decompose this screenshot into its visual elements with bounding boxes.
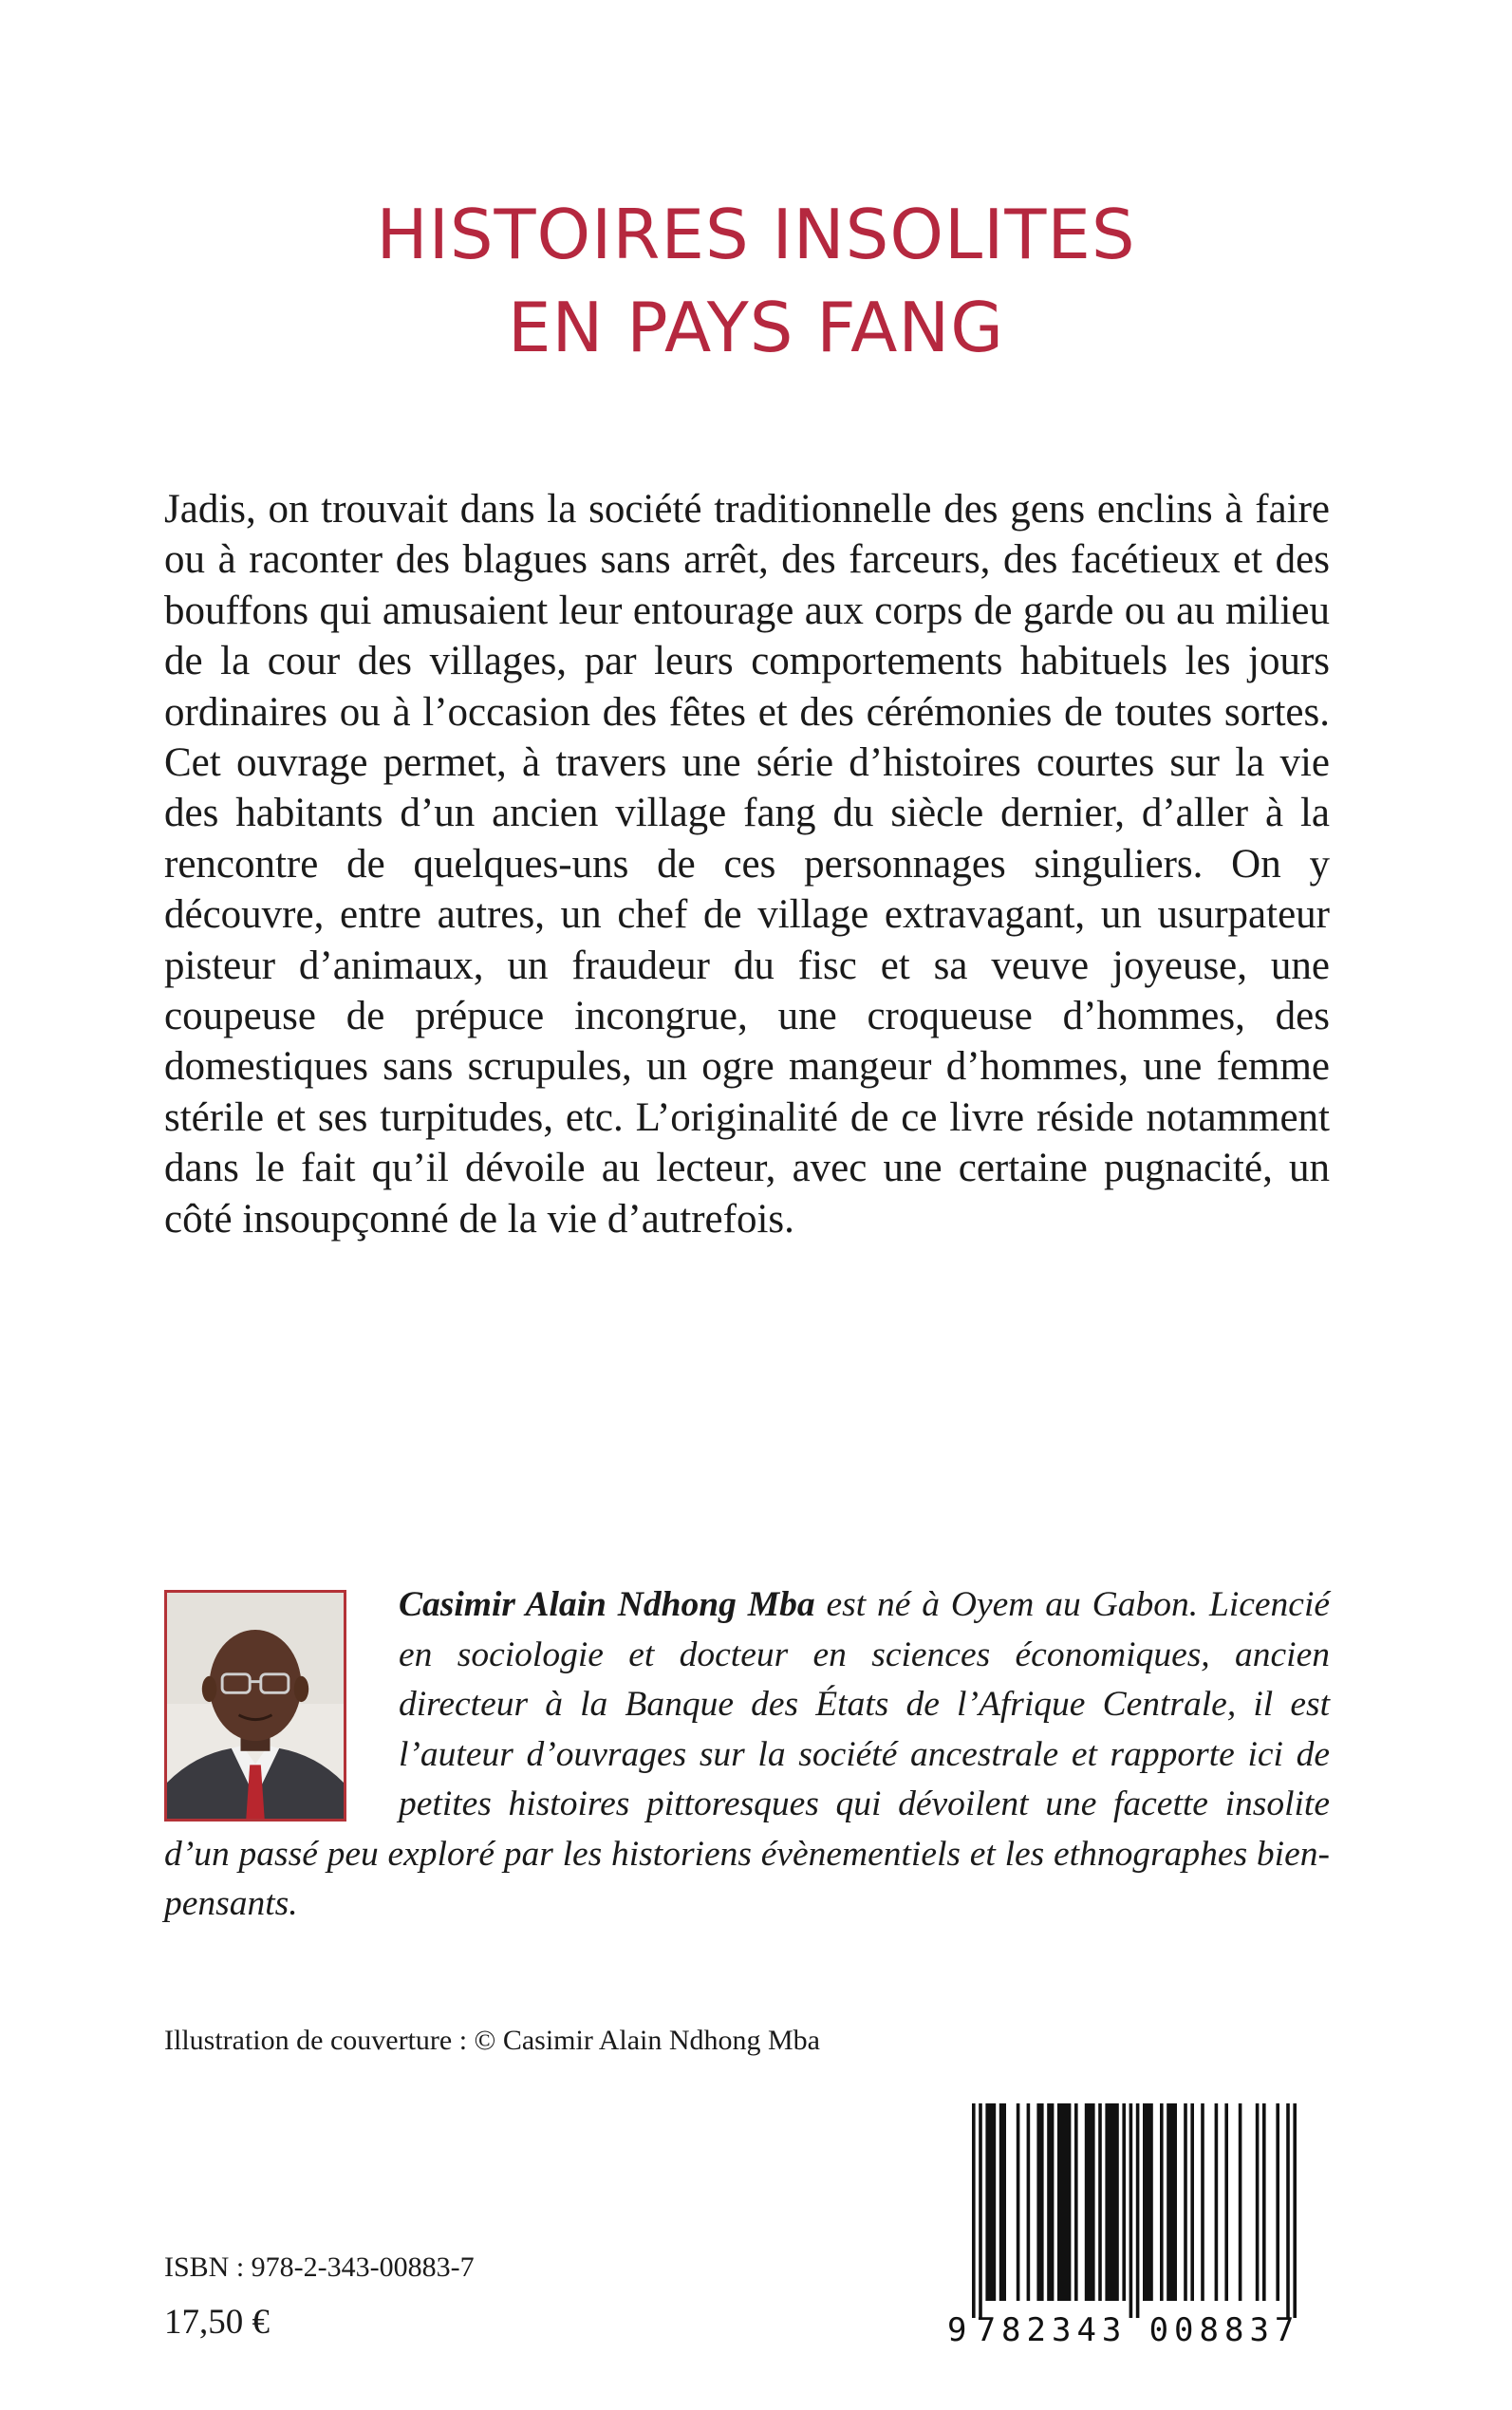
barcode-bar [1036, 2103, 1043, 2301]
barcode-bar [999, 2103, 1006, 2301]
author-bio-block [164, 1580, 1330, 1930]
barcode-bar [1215, 2103, 1219, 2301]
author-photo [164, 1590, 346, 1822]
author-portrait-icon [167, 1593, 344, 1819]
barcode-bar [1276, 2103, 1279, 2301]
barcode-bar [1224, 2103, 1228, 2301]
barcode-bar [979, 2103, 982, 2318]
barcode-bar [1074, 2103, 1078, 2301]
barcode-right-digits: 008837 [1148, 2311, 1300, 2348]
barcode-bar [1085, 2103, 1095, 2301]
barcode-bar [1057, 2103, 1071, 2301]
price-label: 17,50 € [164, 2303, 270, 2342]
barcode-bar [1190, 2103, 1194, 2301]
isbn-barcode [940, 2096, 1332, 2348]
barcode-bar [1293, 2103, 1297, 2318]
book-title [0, 188, 1512, 374]
barcode-left-digits: 782343 [976, 2311, 1128, 2348]
barcode-bar [1256, 2103, 1260, 2301]
barcode-bar [1017, 2103, 1020, 2301]
book-title-line-2: EN PAYS FANG [508, 288, 1004, 368]
book-title-line-1: HISTOIRES INSOLITES [376, 195, 1136, 275]
isbn-number: ISBN : 978-2-343-00883-7 [164, 2251, 475, 2283]
barcode-bar [1286, 2103, 1290, 2318]
synopsis-text: Jadis, on trouvait dans la société traditionnelle des gens enclins à faire ou à raconter des blagues sans arrêt, des farceurs, des facétieux et des bouffons qui amusaient leur entourage aux corps de garde ou au milieu de la cour des villages, par leurs comportements habituels les jours ordinaires ou à l’occasion des fêtes et des cérémonies de toutes sortes. Cet ouvrage permet, à travers une série d’histoires courtes sur la vie des habitants d’un ancien village fang du siècle dernier, d’aller à la rencontre de quelques-uns de ces personnages singuliers. On y découvre, entre autres, un chef de village extravagant, un usurpateur pisteur d’animaux, un fraudeur du fisc et sa veuve joyeuse, une coupeuse de prépuce incongrue, une croqueuse d’hommes, des domestiques sans scrupules, un ogre mangeur d’hommes, une femme stérile et ses turpitudes, etc. L’originalité de ce livre réside notamment dans le fait qu’il dévoile au lecteur, avec une certaine pugnacité, un côté insoupçonné de la vie d’autrefois. [164, 487, 1330, 1242]
barcode-bar [1136, 2103, 1140, 2318]
barcode-bar [1239, 2103, 1242, 2301]
barcode-bar [1105, 2103, 1118, 2301]
barcode-bar [1201, 2103, 1204, 2301]
barcode-bar [985, 2103, 996, 2301]
cover-illustration-credit: Illustration de couverture : © Casimir Alain Ndhong Mba [164, 2025, 820, 2056]
barcode-bar [1047, 2103, 1054, 2301]
author-name: Casimir Alain Ndhong Mba [399, 1585, 815, 1624]
barcode-first-digit: 9 [947, 2311, 967, 2348]
barcode-bar [1122, 2103, 1126, 2301]
barcode-bar [1262, 2103, 1266, 2301]
author-bio-text: est né à Oyem au Gabon. Licencié en sociologie et docteur en sciences économiques, ancien directeur à la Banque des États de l’Afrique Centrale, il est l’auteur d’ouvrages sur la société ancestrale et rapporte ici de petites histoires pittoresques qui dévoilent une facette insolite d’un passé peu exploré par les historiens évènementiels et les ethnographes bien-pensants. [164, 1585, 1331, 1923]
barcode-bar [1129, 2103, 1133, 2318]
barcode-graphic [940, 2096, 1332, 2348]
barcode-bar [1143, 2103, 1153, 2301]
barcode-bar [1167, 2103, 1177, 2301]
barcode-bar [1184, 2103, 1187, 2301]
barcode-bar [1160, 2103, 1164, 2301]
barcode-bar [1098, 2103, 1102, 2301]
barcode-bar [972, 2103, 976, 2318]
barcode-bar [1027, 2103, 1031, 2301]
